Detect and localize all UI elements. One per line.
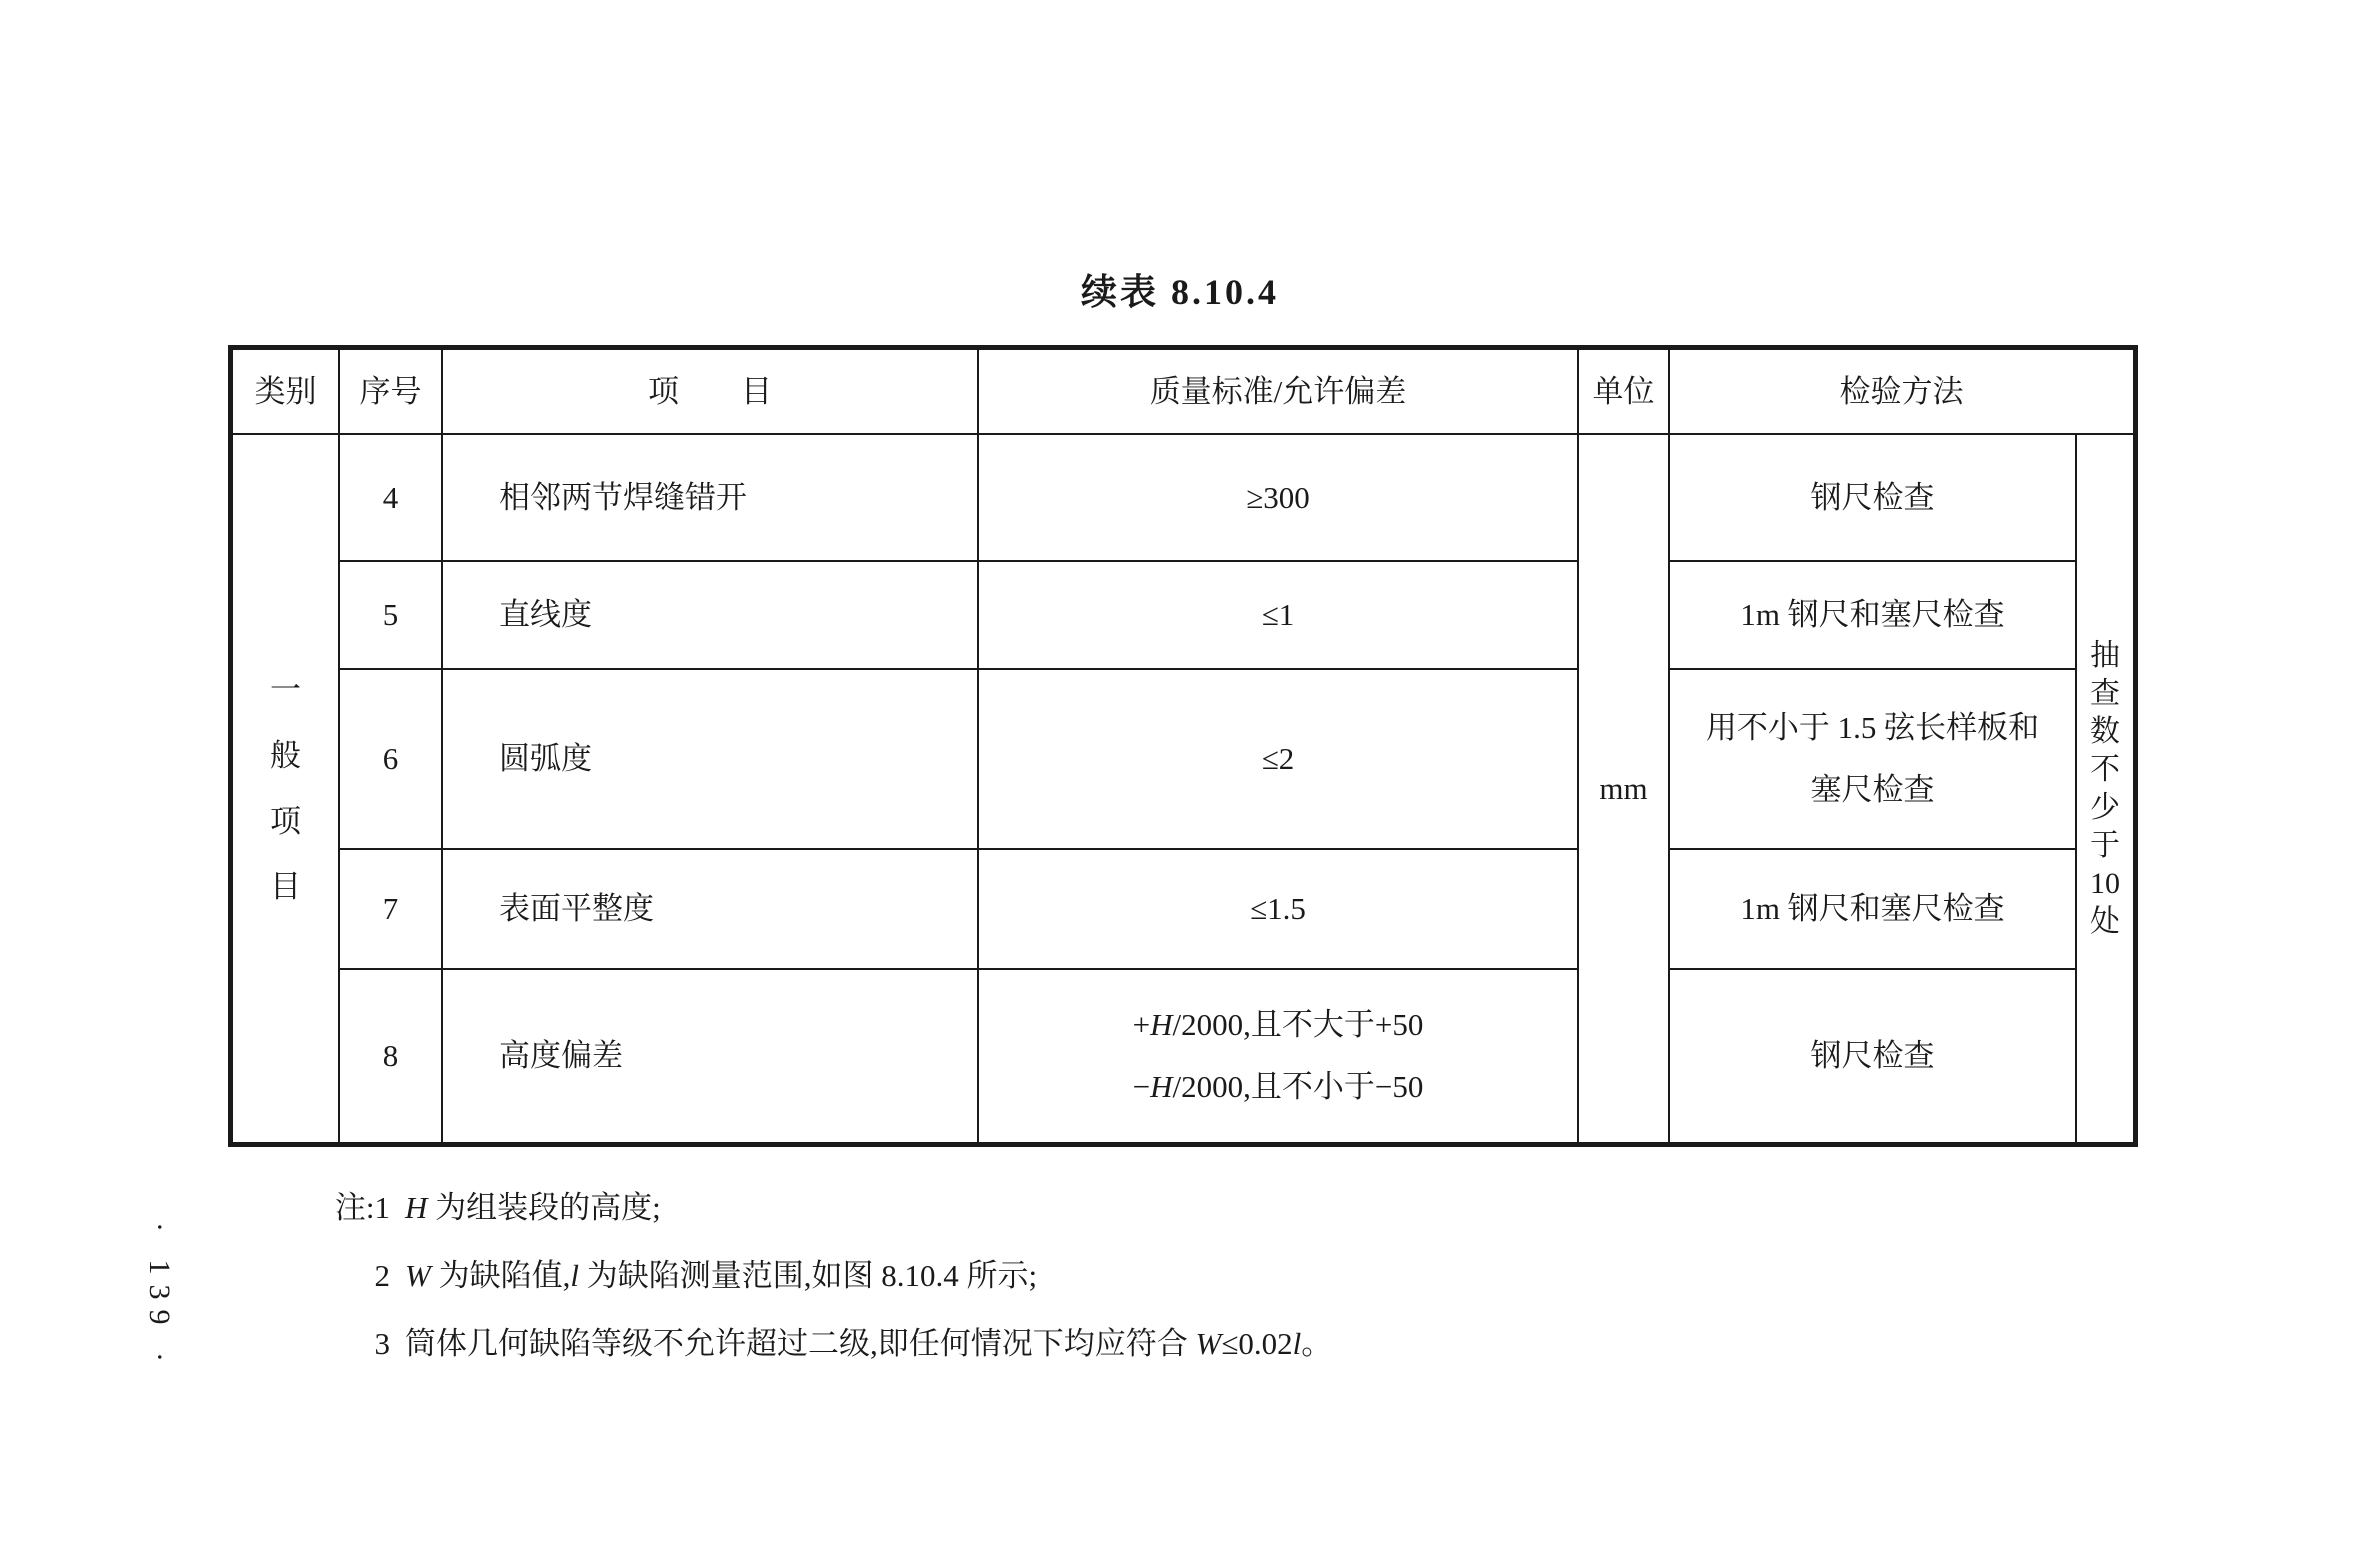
page-number: · 139 · xyxy=(143,1222,176,1372)
header-method: 检验方法 xyxy=(1670,350,2133,435)
note-1-number: 注:1 xyxy=(334,1190,390,1225)
row-5-seq: 5 xyxy=(340,562,443,670)
note-item-3 xyxy=(288,1318,1332,1363)
unit-value: mm xyxy=(1579,435,1670,1142)
note-1-text: H 为组装段的高度; xyxy=(405,1190,661,1225)
note-2-text: W 为缺陷值,l 为缺陷测量范围,如图 8.10.4 所示; xyxy=(405,1258,1038,1293)
row-6-standard: ≤2 xyxy=(979,670,1579,850)
note-3-text: 筒体几何缺陷等级不允许超过二级,即任何情况下均应符合 W≤0.02l。 xyxy=(405,1326,1333,1361)
note-item-1 xyxy=(288,1182,1332,1227)
row-6-method-line-1: 用不小于 1.5 弦长样板和 xyxy=(1705,710,2040,746)
note-2-number: 2 xyxy=(374,1258,390,1293)
header-unit: 单位 xyxy=(1579,350,1670,435)
row-7-item: 表面平整度 xyxy=(443,850,979,970)
header-seq: 序号 xyxy=(340,350,443,435)
row-5-standard: ≤1 xyxy=(979,562,1579,670)
row-8-standard xyxy=(979,970,1579,1142)
row-5-method: 1m 钢尺和塞尺检查 xyxy=(1670,562,2077,670)
row-6-seq: 6 xyxy=(340,670,443,850)
row-6-item: 圆弧度 xyxy=(443,670,979,850)
sampling-note-vertical: 抽 查 数 不 少 于 10 处 xyxy=(2090,638,2120,938)
header-item: 项 目 xyxy=(443,350,979,435)
row-4-standard: ≥300 xyxy=(979,435,1579,562)
row-8-seq: 8 xyxy=(340,970,443,1142)
category-label-vertical: 一 般 项 目 xyxy=(233,435,340,1142)
row-8-item: 高度偏差 xyxy=(443,970,979,1142)
row-6-method-line-2: 塞尺检查 xyxy=(1810,772,1935,807)
note-3-number: 3 xyxy=(374,1326,390,1361)
row-8-standard-line-1: +H/2000,且不大于+50 xyxy=(1132,1007,1424,1043)
row-7-seq: 7 xyxy=(340,850,443,970)
row-4-method: 钢尺检查 xyxy=(1670,435,2077,562)
row-8-method: 钢尺检查 xyxy=(1670,970,2077,1142)
table-title: 续表 8.10.4 xyxy=(1080,272,1279,312)
quality-table xyxy=(228,345,2138,1147)
row-8-standard-line-2: −H/2000,且不小于−50 xyxy=(1132,1069,1424,1104)
header-standard: 质量标准/允许偏差 xyxy=(979,350,1579,435)
row-4-seq: 4 xyxy=(340,435,443,562)
header-category: 类别 xyxy=(233,350,340,435)
row-7-standard: ≤1.5 xyxy=(979,850,1579,970)
row-7-method: 1m 钢尺和塞尺检查 xyxy=(1670,850,2077,970)
note-item-2 xyxy=(288,1250,1332,1295)
row-4-item: 相邻两节焊缝错开 xyxy=(443,435,979,562)
table-notes xyxy=(288,1182,1332,1386)
row-6-method xyxy=(1670,670,2077,850)
row-5-item: 直线度 xyxy=(443,562,979,670)
